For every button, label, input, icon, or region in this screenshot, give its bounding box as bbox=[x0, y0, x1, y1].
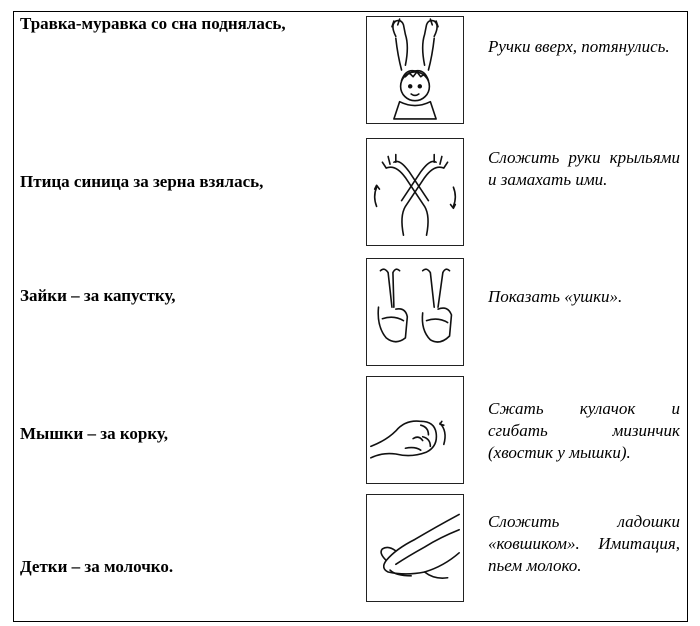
verse-line-3: Зайки – за капустку, bbox=[20, 286, 176, 305]
verse-line-2: Птица синица за зерна взялась, bbox=[20, 172, 264, 191]
verse-line-4: Мышки – за корку, bbox=[20, 424, 168, 443]
instruction-3: Показать «ушки». bbox=[488, 287, 623, 306]
instruction-2: Сложить руки крыльями и замахать ими. bbox=[488, 148, 680, 189]
verse-line-1: Травка-муравка со сна поднялась, bbox=[20, 14, 286, 33]
crossed-hands-wings-icon bbox=[366, 138, 464, 246]
bunny-ears-fingers-icon bbox=[366, 258, 464, 366]
table-left-border bbox=[13, 11, 14, 622]
cupped-palms-icon bbox=[366, 494, 464, 602]
fist-pinky-tail-icon bbox=[366, 376, 464, 484]
instruction-1: Ручки вверх, потянулись. bbox=[488, 37, 670, 56]
instruction-5: Сложить ладошки «ковшиком». Имитация, пьем молоко. bbox=[488, 512, 680, 575]
instruction-4: Сжать кулачок и сгибать мизинчик (хвостик у мышки). bbox=[488, 399, 680, 462]
child-arms-up-icon bbox=[366, 16, 464, 124]
verse-line-5: Детки – за молочко. bbox=[20, 557, 174, 576]
